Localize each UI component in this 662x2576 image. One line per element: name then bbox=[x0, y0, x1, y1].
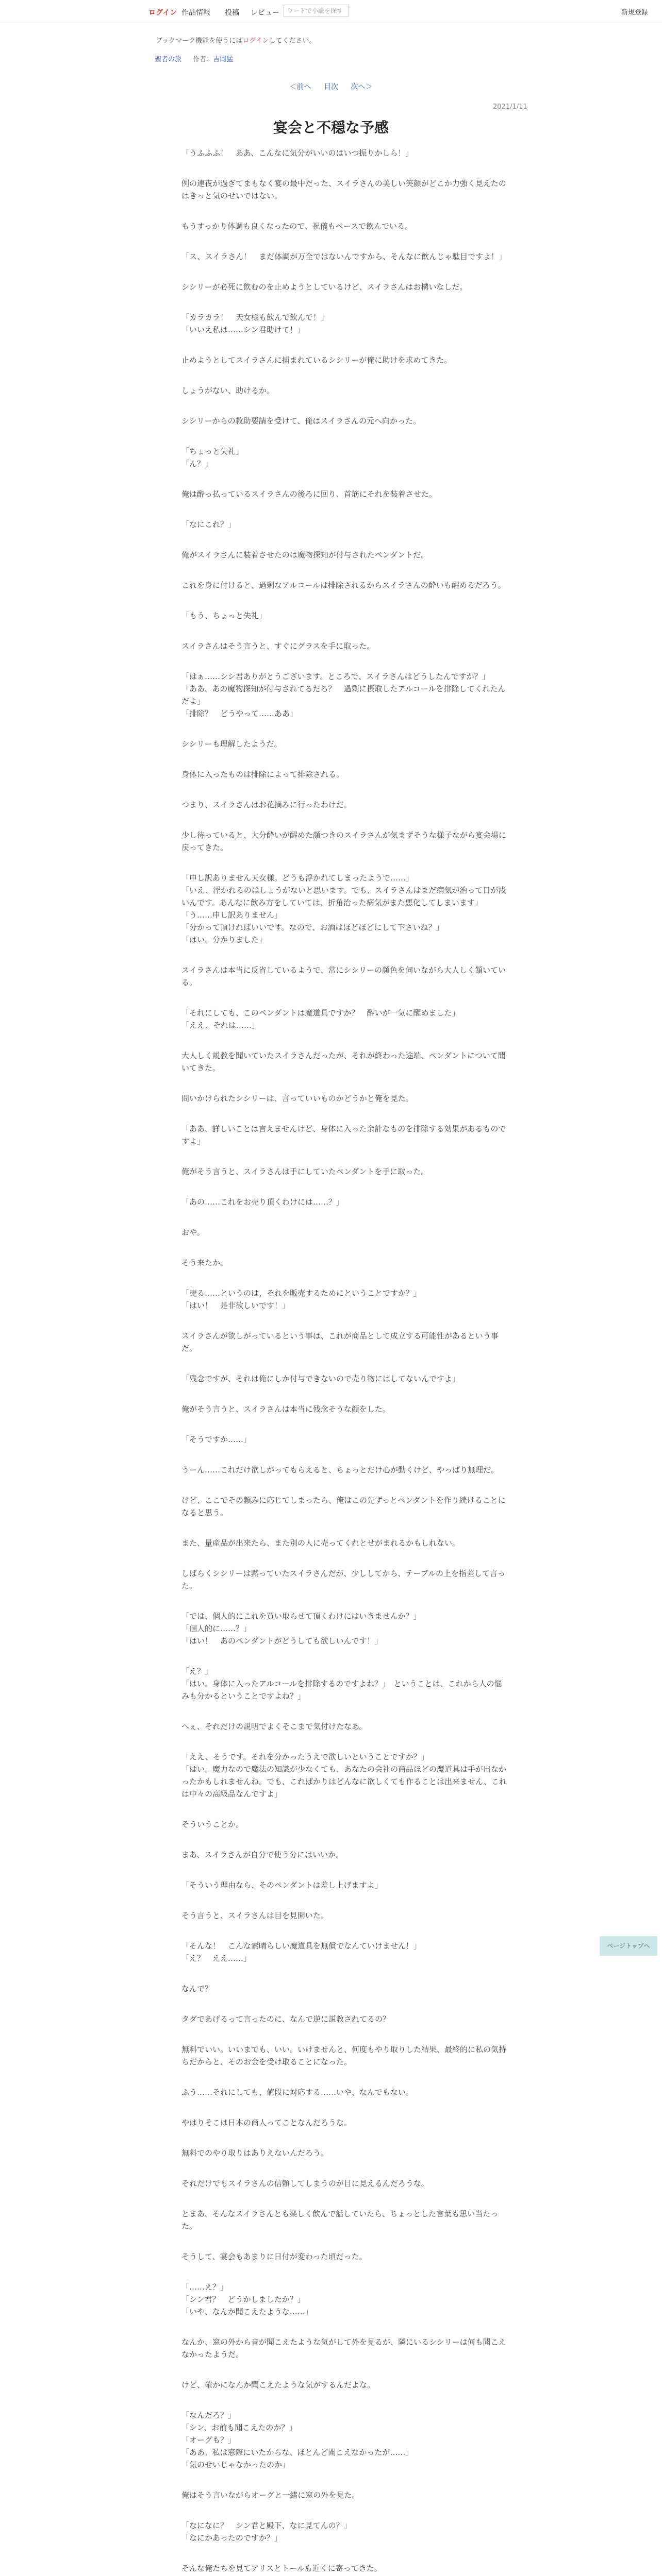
next-chapter-link[interactable]: 次へ＞ bbox=[351, 83, 373, 91]
series-link[interactable]: 聖者の旅 bbox=[155, 56, 182, 63]
body-paragraph: へぇ、それだけの説明でよくそこまで気付けたなあ。 bbox=[181, 1722, 367, 1731]
body-paragraph: 身体に入ったものは排除によって排除される。 bbox=[181, 770, 344, 779]
toc-link[interactable]: 目次 bbox=[324, 83, 338, 91]
search-input[interactable]: ワードで小説を探す bbox=[284, 5, 349, 17]
body-paragraph: とまあ、そんなスイラさんとも楽しく飲んで話していたら、ちょっとした言葉も思い当たった。 bbox=[181, 2209, 499, 2231]
body-paragraph: 大人しく説教を聞いていたスイラさんだったが、それが終わった途端、ペンダントについて聞いてきた。 bbox=[181, 1051, 506, 1073]
body-paragraph: 「売る……というのは、それを販売するためにということですか？」 「はい！ 是非欲しいです！」 bbox=[181, 1289, 422, 1310]
bookmark-notice bbox=[156, 35, 316, 45]
prev-chapter-link[interactable]: ＜前へ bbox=[289, 83, 311, 91]
body-paragraph: 「ええ、そうです。それを分かったうえで欲しいということですか？」 「はい。魔力なので魔法の知識が少なくても、あなたの会社の商品ほどの魔道具は手が出なかったかもしれませんね。でも、こればかりはどんなに欲しくても作ることは出来ません、これは中々の高級品なんですよ」 bbox=[181, 1752, 507, 1799]
body-paragraph: やはりそこは日本の商人ってことなんだろうな。 bbox=[181, 2118, 352, 2127]
body-paragraph: 例の連夜が過ぎてまもなく宴の最中だった、スイラさんの美しい笑顔がどこか力強く見えたのはきっと気のせいではない。 bbox=[181, 179, 506, 200]
body-paragraph: タダであげるって言ったのに、なんで逆に説教されてるの？ bbox=[181, 2014, 391, 2024]
body-paragraph: 「なになに？ シン君と殿下、なに見てんの？」 「なにかあったのですか？」 bbox=[181, 2521, 352, 2543]
notice-login-link[interactable]: ログイン bbox=[242, 37, 269, 45]
body-paragraph: うーん……これだけ欲しがってもらえると、ちょっとだけ心が動くけど、やっぱり無理だ。 bbox=[181, 1465, 499, 1475]
body-paragraph: 「ス、スイラさん！ まだ体調が万全ではないんですから、そんなに飲んじゃ駄目ですよ！」 bbox=[181, 252, 507, 261]
body-paragraph: 「ああ、詳しいことは言えませんけど、身体に入った余計なものを排除する効果があるものですよ」 bbox=[181, 1124, 506, 1146]
body-paragraph: けど、ここでその頼みに応じてしまったら、俺はこの先ずっとペンダントを作り続けることになると思う。 bbox=[181, 1496, 506, 1517]
body-paragraph: 「残念ですが、それは俺にしか付与できないので売り物にはしてないんですよ」 bbox=[181, 1374, 460, 1383]
body-paragraph: しょうがない、助けるか。 bbox=[181, 386, 275, 395]
body-paragraph: 「それにしても、このペンダントは魔道具ですか？ 酔いが一気に醒めました」 「ええ、それは……」 bbox=[181, 1008, 460, 1030]
body-paragraph: 「そんな！ こんな素晴らしい魔道具を無償でなんていけません！」 「え？ ええ……」 bbox=[181, 1941, 422, 1963]
body-paragraph: スイラさんは本当に反省しているようで、常にシシリーの顔色を伺いながら大人しく頷いている。 bbox=[181, 965, 506, 987]
body-paragraph: 少し待っていると、大分酔いが醒めた顔つきのスイラさんが気まずそうな様子ながら宴会場に戻ってきた。 bbox=[181, 831, 506, 852]
chapter-title: 宴会と不穏な予感 bbox=[273, 119, 389, 136]
body-paragraph: それだけでもスイラさんの信頼してしまうのが目に見えるんだろうな。 bbox=[181, 2179, 429, 2188]
body-paragraph: これを身に付けると、過剰なアルコールは排除されるからスイラさんの酔いも醒めるだろう。 bbox=[181, 581, 506, 590]
body-paragraph: 「うふふふ！ ああ、こんなに気分がいいのはいつ振りかしら！」 bbox=[181, 148, 413, 158]
body-paragraph: 「なんだろ？」 「シン、お前も聞こえたのか？」 「オーグも？」 「ああ。私は窓際にいたからな、ほとんど聞こえなかったが……」 「気のせいじゃなかったのか」 bbox=[181, 2411, 413, 2469]
body-paragraph: シシリーも理解したようだ。 bbox=[181, 739, 282, 749]
body-paragraph: そんな俺たちを見てアリスとトールも近くに寄ってきた。 bbox=[181, 2564, 382, 2573]
body-paragraph: つまり、スイラさんはお花摘みに行ったわけだ。 bbox=[181, 800, 352, 809]
breadcrumb bbox=[155, 54, 242, 63]
body-paragraph: なんで？ bbox=[181, 1984, 213, 1993]
body-paragraph: 「では、個人的にこれを買い取らせて頂くわけにはいきませんか？」 「個人的に……？」 「はい！ あのペンダントがどうしても欲しいんです！」 bbox=[181, 1612, 421, 1646]
body-paragraph: スイラさんはそう言うと、すぐにグラスを手に取った。 bbox=[181, 641, 375, 651]
body-paragraph: 俺は酔っ払っているスイラさんの後ろに回り、首筋にそれを装着させた。 bbox=[181, 489, 437, 499]
body-paragraph: 「申し訳ありません天女様。どうも浮かれてしまったようで……」 「いえ、浮かれるのはしょうがないと思います。でも、スイラさんはまだ病気が治って日が浅いんです。あんなに飲み方をしていては、折角治った病気がまた悪化してしまいます」 「う……申し訳ありません」 「分かって頂ければいいです。なので、お酒はほどほどにして下さいね？」 「はい。分かりました」 bbox=[181, 873, 506, 944]
nav-novels-link[interactable]: 投稿 bbox=[225, 9, 239, 17]
body-paragraph: 止めようとしてスイラさんに捕まれているシシリーが俺に助けを求めてきた。 bbox=[181, 355, 452, 365]
body-paragraph: もうすっかり体調も良くなったので、祝儀もベースで飲んでいる。 bbox=[181, 222, 413, 231]
body-paragraph: おや。 bbox=[181, 1228, 205, 1237]
body-paragraph: 「え？」 「はい。身体に入ったアルコールを排除するのですよね？」 ということは、これから人の悩みも分かるということですよね？」 bbox=[181, 1667, 502, 1701]
body-paragraph: 「そうですか……」 bbox=[181, 1435, 252, 1444]
body-paragraph: シシリーが必死に飲むのを止めようとしているけど、スイラさんはお構いなしだ。 bbox=[181, 282, 468, 292]
body-paragraph: 無料でいい。いいまでも、いい。いけませんと、何度もやり取りした結果、最終的に私の気持ちだからと、そのお金を受け取ることになった。 bbox=[181, 2045, 507, 2066]
body-paragraph: 「カラカラ！ 天女様も飲んで飲んで！」 「いいえ私は……シン君助けて！」 bbox=[181, 313, 329, 334]
body-paragraph: そう来たか。 bbox=[181, 1258, 228, 1267]
body-paragraph: 問いかけられたシシリーは、言っていいものかどうかと俺を見た。 bbox=[181, 1094, 413, 1103]
body-paragraph: 「ちょっと失礼」 「ん？」 bbox=[181, 447, 244, 468]
nav-reviews-link[interactable]: レビュー bbox=[251, 9, 279, 17]
page-top-button[interactable]: ページトップへ bbox=[600, 1936, 657, 1956]
body-paragraph: けど、確かになんか聞こえたような気がするんだよな。 bbox=[181, 2380, 375, 2389]
body-paragraph: 「もう、ちょっと失礼」 bbox=[181, 611, 267, 620]
body-paragraph: しばらくシシリーは黙っていたスイラさんだが、少ししてから、テーブルの上を指差して言った。 bbox=[181, 1569, 505, 1590]
notice-prefix: ブックマーク機能を使うには bbox=[156, 37, 243, 45]
login-link[interactable]: ログイン bbox=[148, 9, 177, 17]
body-paragraph: シシリーからの救助要請を受けて、俺はスイラさんの元へ向かった。 bbox=[181, 416, 421, 426]
author-link[interactable]: 吉岡猛 bbox=[213, 56, 234, 63]
body-paragraph: 「はぁ……シシ君ありがとうございます。ところで、スイラさんはどうしたんですか？」 「ああ、あの魔物探知が付与されてるだろ？ 過剰に摂取したアルコールを排除してくれたんだよ」 「排除？ どうやって……ああ」 bbox=[181, 672, 506, 718]
body-paragraph: なんか、窓の外から音が聞こえたような気がして外を見るが、隣にいるシシリーは何も聞こえなかったようだ。 bbox=[181, 2337, 506, 2359]
register-link[interactable]: 新規登録 bbox=[621, 9, 649, 16]
body-paragraph: 無料でのやり取りはありえないんだろう。 bbox=[181, 2148, 329, 2158]
body-paragraph: そういうことか。 bbox=[181, 1820, 244, 1829]
site-header bbox=[0, 0, 662, 23]
notice-suffix: してください。 bbox=[269, 37, 316, 45]
body-paragraph: スイラさんが欲しがっているという事は、これが商品として成立する可能性があるという事だ。 bbox=[181, 1331, 499, 1353]
body-paragraph: 俺がスイラさんに装着させたのは魔物探知が付与されたペンダントだ。 bbox=[181, 550, 429, 560]
chapter-pager bbox=[0, 81, 662, 92]
body-paragraph: そうして、宴会もあまりに日付が変わった頃だった。 bbox=[181, 2252, 367, 2261]
body-paragraph: 俺がそう言うと、スイラさんは本当に残念そうな顔をした。 bbox=[181, 1404, 390, 1414]
chapter-body bbox=[181, 147, 509, 2576]
nav-works-link[interactable]: 作品情報 bbox=[181, 9, 210, 17]
body-paragraph: ふう……それにしても、値段に対応する……いや、なんでもない。 bbox=[181, 2088, 413, 2097]
author-label: 作者： bbox=[193, 56, 213, 63]
body-paragraph: 「……え？」 「シン君？ どうかしましたか？」 「いや、なんか聞こえたような……」 bbox=[181, 2282, 313, 2316]
body-paragraph: 「そういう理由なら、そのペンダントは差し上げますよ」 bbox=[181, 1880, 383, 1890]
post-date: 2021/1/11 bbox=[493, 103, 527, 111]
body-paragraph: まあ、スイラさんが自分で使う分にはいいか。 bbox=[181, 1850, 344, 1859]
body-paragraph: また、量産品が出来たら、また別の人に売ってくれとせがまれるかもしれない。 bbox=[181, 1538, 460, 1548]
body-paragraph: 「あの……これをお売り頂くわけには……？」 bbox=[181, 1197, 344, 1207]
body-paragraph: 俺がそう言うと、スイラさんは手にしていたペンダントを手に取った。 bbox=[181, 1167, 429, 1176]
body-paragraph: 「なにこれ？」 bbox=[181, 520, 236, 529]
body-paragraph: そう言うと、スイラさんは目を見開いた。 bbox=[181, 1911, 328, 1920]
body-paragraph: 俺はそう言いながらオーグと一緒に窓の外を見た。 bbox=[181, 2490, 360, 2500]
